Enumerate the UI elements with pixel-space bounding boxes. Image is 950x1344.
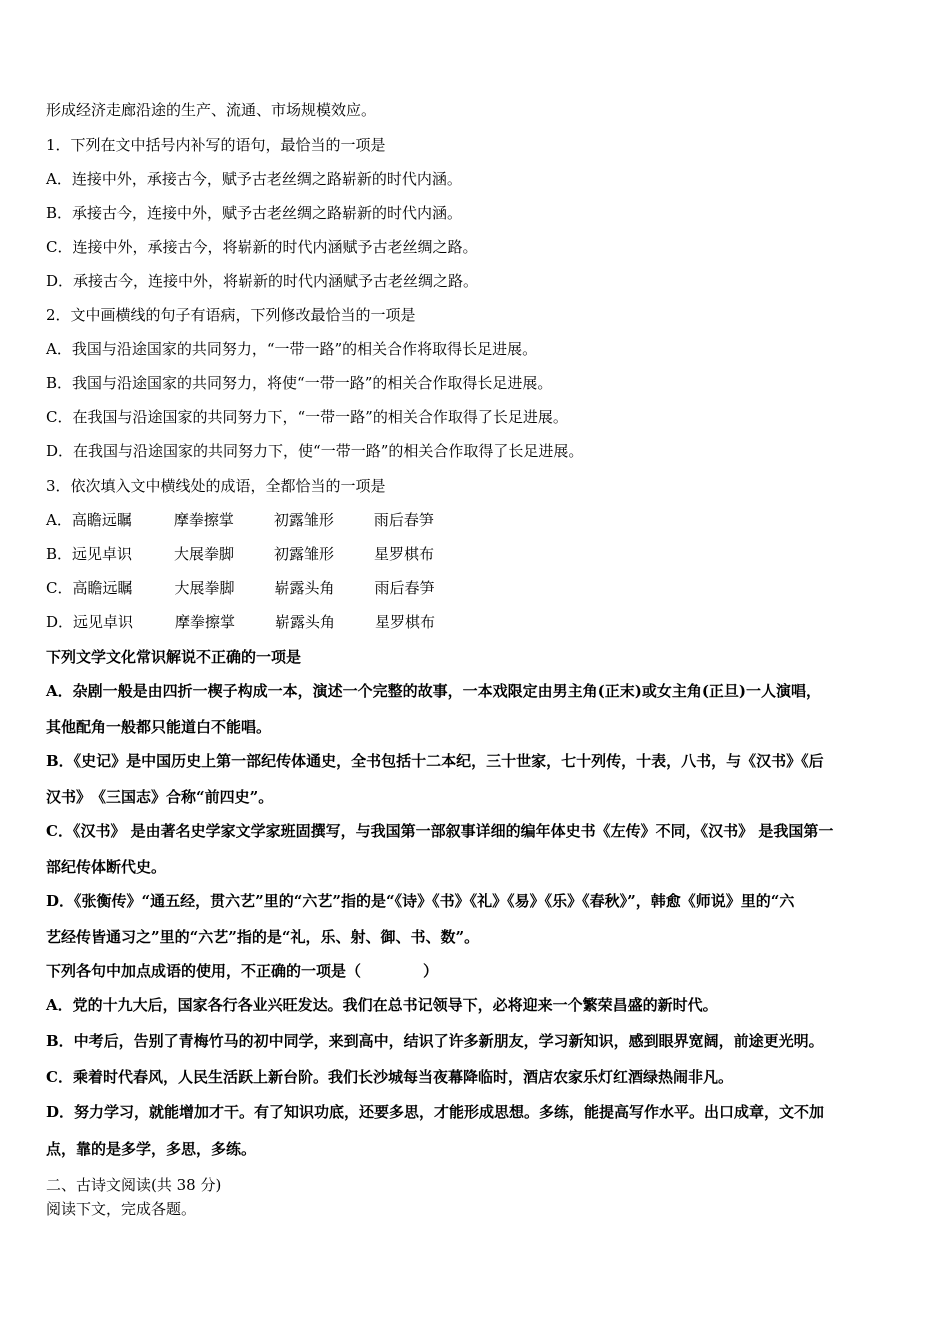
idiom: 大展拳脚 bbox=[174, 545, 235, 563]
q1-option-a: A．连接中外，承接古今，赋予古老丝绸之路崭新的时代内涵。 bbox=[46, 170, 462, 188]
idiom: 雨后春笋 bbox=[374, 579, 435, 597]
idiom: 高瞻远瞩 bbox=[72, 579, 133, 597]
idiom: 星罗棋布 bbox=[375, 613, 436, 631]
q3-option-c bbox=[46, 578, 435, 598]
idiom: 星罗棋布 bbox=[374, 545, 435, 563]
q1-option-b: B．承接古今，连接中外，赋予古老丝绸之路崭新的时代内涵。 bbox=[46, 204, 463, 222]
q1-option-d: D．承接古今，连接中外，将崭新的时代内涵赋予古老丝绸之路。 bbox=[46, 272, 479, 290]
q5-stem bbox=[46, 961, 438, 981]
idiom: 大展拳脚 bbox=[174, 579, 235, 597]
intro-line: 形成经济走廊沿途的生产、流通、市场规模效应。 bbox=[46, 101, 377, 119]
q4-option-b-line1: B．《史记》是中国历史上第一部纪传体通史，全书包括十二本纪，三十世家，七十列传，十表，八书，与《汉书》《后 bbox=[46, 752, 824, 770]
q5-option-b: B．中考后，告别了青梅竹马的初中同学，来到高中，结识了许多新朋友，学习新知识，感到眼界宽阔，前途更光明。 bbox=[46, 1032, 824, 1050]
q4-option-b-line2: 汉书》 《三国志》合称“前四史”。 bbox=[46, 788, 274, 806]
q5-stem-close: ） bbox=[423, 962, 439, 980]
section-instruction: 阅读下文，完成各题。 bbox=[46, 1200, 197, 1218]
q4-stem: 下列文学文化常识解说不正确的一项是 bbox=[46, 648, 302, 666]
q1-option-c: C．连接中外，承接古今，将崭新的时代内涵赋予古老丝绸之路。 bbox=[46, 238, 478, 256]
idiom: 摩拳擦掌 bbox=[175, 613, 236, 631]
q5-stem-text: 下列各句中加点成语的使用，不正确的一项是（ bbox=[46, 962, 362, 980]
idiom: 崭露头角 bbox=[275, 613, 336, 631]
option-letter: A． bbox=[46, 511, 72, 529]
q3-option-b bbox=[46, 544, 434, 564]
idiom: 雨后春笋 bbox=[373, 511, 434, 529]
idiom: 初露雏形 bbox=[273, 511, 334, 529]
q3-option-a bbox=[46, 510, 434, 530]
q2-option-d: D．在我国与沿途国家的共同努力下，使“一带一路”的相关合作取得了长足进展。 bbox=[46, 442, 584, 460]
q5-option-c: C．乘着时代春风，人民生活跃上新台阶。我们长沙城每当夜幕降临时，酒店农家乐灯红酒绿热闹非凡。 bbox=[46, 1068, 733, 1086]
q3-option-d bbox=[46, 612, 435, 632]
q4-option-c-line1: C．《汉书》 是由著名史学家文学家班固撰写，与我国第一部叙事详细的编年体史书《左传》不同，《汉书》 是我国第一 bbox=[46, 822, 834, 840]
option-letter: C． bbox=[46, 579, 73, 597]
q2-option-c: C．在我国与沿途国家的共同努力下，“一带一路”的相关合作取得了长足进展。 bbox=[46, 408, 568, 426]
q5-option-a: A．党的十九大后，国家各行各业兴旺发达。我们在总书记领导下，必将迎来一个繁荣昌盛的新时代。 bbox=[46, 996, 718, 1014]
q4-option-d-line1: D．《张衡传》“通五经，贯六艺”里的“六艺”指的是“《诗》《书》《礼》《易》《乐》《春秋》”，韩愈《师说》里的“六 bbox=[46, 892, 795, 910]
section-title: 二、古诗文阅读(共 38 分) bbox=[46, 1176, 222, 1194]
q5-option-d-line1: D．努力学习，就能增加才干。有了知识功底，还要多思，才能形成思想。多练，能提高写作水平。出口成章，文不加 bbox=[46, 1103, 825, 1121]
q4-option-c-line2: 部纪传体断代史。 bbox=[46, 858, 167, 876]
q4-option-a-line2: 其他配角一般都只能道白不能唱。 bbox=[46, 718, 272, 736]
q4-option-a-line1: A．杂剧一般是由四折一楔子构成一本，演述一个完整的故事，一本戏限定由男主角(正末)或女主角(正旦)一人演唱， bbox=[46, 682, 822, 700]
q3-stem: 3．依次填入文中横线处的成语，全都恰当的一项是 bbox=[46, 477, 386, 495]
option-letter: D． bbox=[46, 613, 74, 631]
q1-stem: 1．下列在文中括号内补写的语句，最恰当的一项是 bbox=[46, 136, 386, 154]
q4-option-d-line2: 艺经传皆通习之”里的“六艺”指的是“礼，乐、射、御、书、数”。 bbox=[46, 928, 480, 946]
idiom: 摩拳擦掌 bbox=[173, 511, 234, 529]
idiom: 崭露头角 bbox=[274, 579, 335, 597]
idiom: 远见卓识 bbox=[73, 613, 134, 631]
q2-option-a: A．我国与沿途国家的共同努力，“一带一路”的相关合作将取得长足进展。 bbox=[46, 340, 538, 358]
q2-option-b: B．我国与沿途国家的共同努力，将使“一带一路”的相关合作取得长足进展。 bbox=[46, 374, 553, 392]
idiom: 高瞻远瞩 bbox=[71, 511, 132, 529]
idiom: 初露雏形 bbox=[274, 545, 335, 563]
q2-stem: 2．文中画横线的句子有语病，下列修改最恰当的一项是 bbox=[46, 306, 416, 324]
q5-option-d-line2: 点，靠的是多学，多思，多练。 bbox=[46, 1140, 257, 1158]
option-letter: B． bbox=[46, 545, 73, 563]
idiom: 远见卓识 bbox=[72, 545, 133, 563]
